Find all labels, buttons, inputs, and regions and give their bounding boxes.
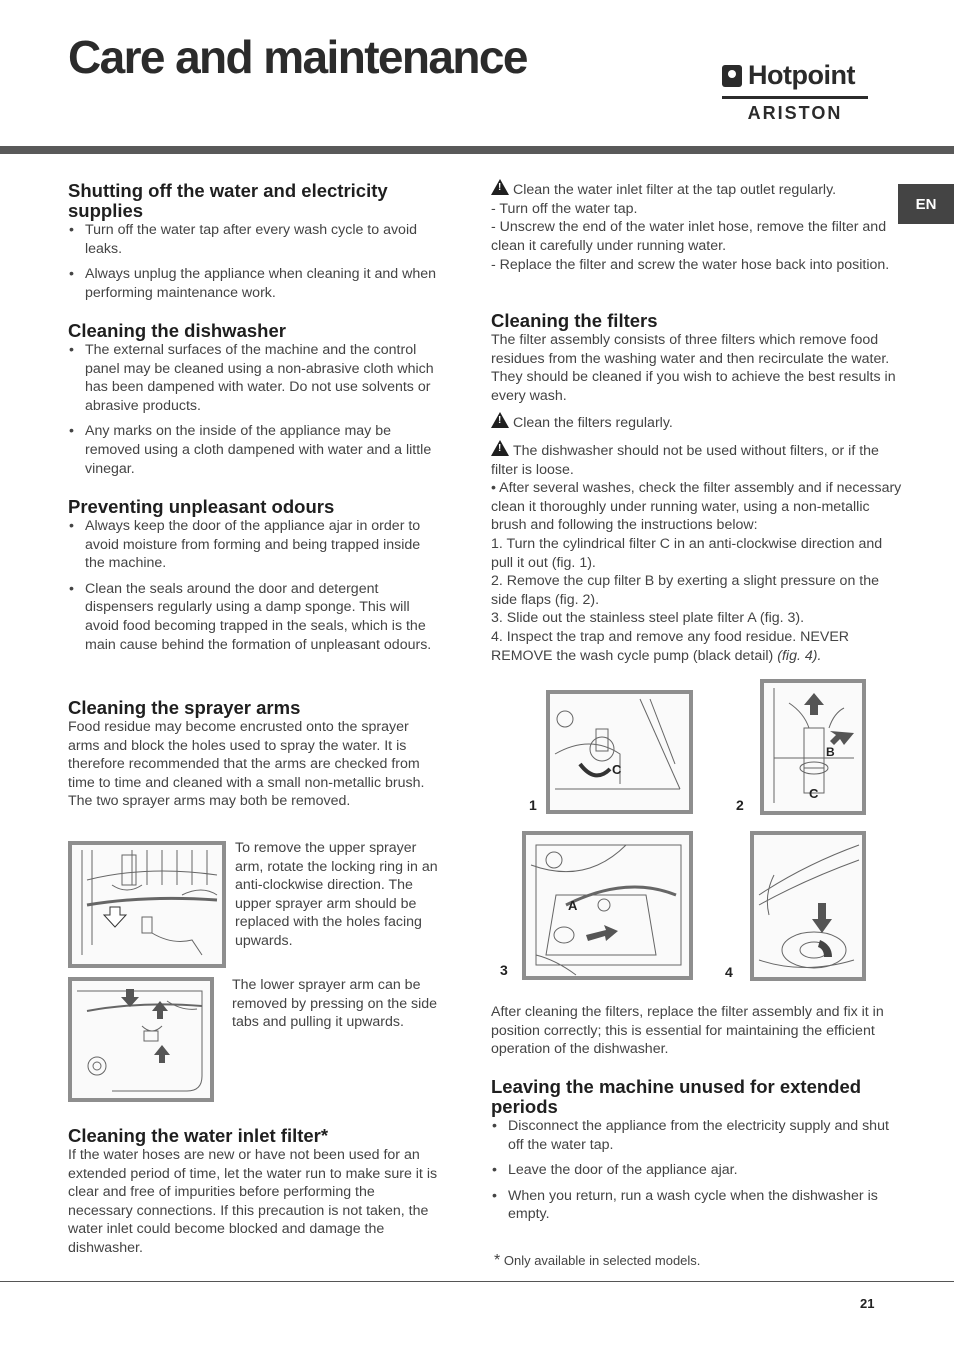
- warning-text: The dishwasher should not be used without filters, or if the filter is loose.: [491, 442, 879, 478]
- section-heading: Cleaning the sprayer arms: [68, 697, 301, 718]
- filters-after-text: [491, 1003, 907, 1059]
- paragraph: The filter assembly consists of three filters which remove food residues from the washing water and then recirculate the water. They should be cleaned if you wish to achieve the best results in every wash.: [491, 332, 896, 404]
- filter-illustration-4: [754, 835, 862, 977]
- list-item: • Leave the door of the appliance ajar.: [491, 1161, 907, 1180]
- hotpoint-logo-icon: [722, 65, 742, 87]
- paragraph: • After several washes, check the filter assembly and if necessary clean it thoroughly under running water, using a non-metallic brush and following the instructions below:: [491, 480, 902, 534]
- list-item: • Always unplug the appliance when cleaning it and when performing maintenance work.: [68, 265, 443, 302]
- filter-figure-3: [522, 831, 693, 980]
- filter-illustration-1: [550, 694, 689, 810]
- warning-icon: [491, 440, 509, 456]
- warning-icon: [491, 179, 509, 195]
- section-cleaning-filters: [491, 311, 907, 665]
- page-number: 21: [860, 1296, 875, 1311]
- list-item: • Any marks on the inside of the appliance may be removed using a cloth dampened with water and a little vinegar.: [68, 422, 443, 478]
- upper-sprayer-figure: [68, 841, 226, 968]
- list-item: • When you return, run a wash cycle when the dishwasher is empty.: [491, 1187, 907, 1224]
- lower-sprayer-text: [232, 976, 443, 1032]
- step-line: 3. Slide out the stainless steel plate filter A (fig. 3).: [491, 610, 805, 627]
- section-heading: Cleaning the water inlet filter*: [68, 1125, 329, 1146]
- footnote-star: *: [494, 1252, 501, 1269]
- upper-sprayer-text: [235, 839, 443, 951]
- footer-rule: [0, 1281, 954, 1282]
- language-tab: EN: [898, 184, 954, 224]
- label-a: A: [568, 898, 578, 913]
- paragraph: If the water hoses are new or have not been used for an extended period of time, let the water run to make sure it is clear and free of impurities before performing the necessary connections. If this precaution is not taken, the water inlet could become blocked and damage the dishwasher.: [68, 1147, 438, 1256]
- label-b: B: [826, 745, 835, 759]
- section-odours: [68, 497, 443, 661]
- list-item: • Clean the seals around the door and detergent dispensers regularly using a damp sponge. This will avoid food becoming trapped in the seals, which is the main cause behind the formation of unpleasant odours.: [68, 580, 443, 654]
- paragraph: The lower sprayer arm can be removed by pressing on the side tabs and pulling it upwards.: [232, 977, 438, 1031]
- filter-figure-2: [760, 679, 866, 815]
- lower-sprayer-illustration: [72, 981, 210, 1098]
- section-water-inlet-filter: [68, 1126, 443, 1258]
- brand-top: Hotpoint: [748, 60, 855, 90]
- page-title: Care and maintenance: [68, 31, 527, 83]
- fig-ref: (fig. 4).: [777, 647, 822, 664]
- filter-illustration-2: [764, 683, 862, 811]
- brand-logo: [722, 60, 868, 124]
- figure-number: 1: [529, 797, 537, 813]
- step-line: 1. Turn the cylindrical filter C in an anti-clockwise direction and pull it out (fig. 1).: [491, 535, 883, 571]
- filter-figure-1: [546, 690, 693, 814]
- step-line: 2. Remove the cup filter B by exerting a slight pressure on the side flaps (fig. 2).: [491, 573, 879, 608]
- paragraph: After cleaning the filters, replace the filter assembly and fix it in position correctly; this is essential for maintaining the efficient operation of the dishwasher.: [491, 1004, 884, 1058]
- section-unused: [491, 1077, 907, 1231]
- upper-sprayer-illustration: [72, 845, 222, 964]
- section-sprayer-arms: [68, 698, 443, 811]
- list-item: • The external surfaces of the machine and the control panel may be cleaned using a non-abrasive cloth which has been dampened with water. Do not use solvents or abrasive products.: [68, 341, 443, 415]
- section-heading: Cleaning the filters: [491, 310, 658, 331]
- paragraph: The two sprayer arms may both be removed.: [68, 793, 351, 810]
- footnote-text: Only available in selected models.: [503, 1253, 701, 1268]
- list-item: • Always keep the door of the appliance ajar in order to avoid moisture from forming and being trapped inside the machine.: [68, 517, 443, 573]
- label-c: C: [612, 762, 622, 777]
- step-line: - Replace the filter and screw the water hose back into position.: [491, 257, 890, 274]
- figure-number: 3: [500, 962, 508, 978]
- label-c: C: [809, 786, 819, 801]
- list-item: • Turn off the water tap after every wash cycle to avoid leaks.: [68, 221, 443, 258]
- paragraph: Food residue may become encrusted onto the sprayer arms and block the holes used to spray the water. It is therefore recommended that the arms are checked from time to time and cleaned with a small non-metallic brush.: [68, 719, 425, 791]
- warning-icon: [491, 412, 509, 428]
- paragraph: To remove the upper sprayer arm, rotate the locking ring in an anti-clockwise direction. The upper sprayer arm should be replaced with the holes facing upwards.: [235, 840, 438, 949]
- warning-text: Clean the filters regularly.: [513, 415, 673, 432]
- lower-sprayer-figure: [68, 977, 214, 1102]
- brand-bottom: ARISTON: [747, 103, 843, 123]
- step-line: 4. Inspect the trap and remove any food residue. NEVER REMOVE the wash cycle pump (black detail): [491, 628, 850, 664]
- filter-illustration-3: [526, 835, 689, 976]
- step-line: - Turn off the water tap.: [491, 200, 638, 217]
- filter-figure-4: [750, 831, 866, 981]
- figure-number: 2: [736, 797, 744, 813]
- section-heading: Cleaning the dishwasher: [68, 320, 286, 341]
- section-heading: Leaving the machine unused for extended periods: [491, 1076, 862, 1117]
- section-cleaning-dishwasher: [68, 321, 443, 485]
- header-rule: [0, 146, 954, 154]
- warning-text: Clean the water inlet filter at the tap outlet regularly.: [513, 182, 837, 198]
- footnote: [494, 1252, 700, 1270]
- step-line: - Unscrew the end of the water inlet hose, remove the filter and clean it carefully under running water.: [491, 219, 887, 254]
- figure-number: 4: [725, 964, 733, 980]
- section-shut-off: [68, 181, 443, 309]
- section-inlet-filter-steps: [491, 179, 907, 276]
- section-heading: Preventing unpleasant odours: [68, 496, 335, 517]
- section-heading: Shutting off the water and electricity supplies: [68, 180, 388, 221]
- list-item: • Disconnect the appliance from the electricity supply and shut off the water tap.: [491, 1117, 907, 1154]
